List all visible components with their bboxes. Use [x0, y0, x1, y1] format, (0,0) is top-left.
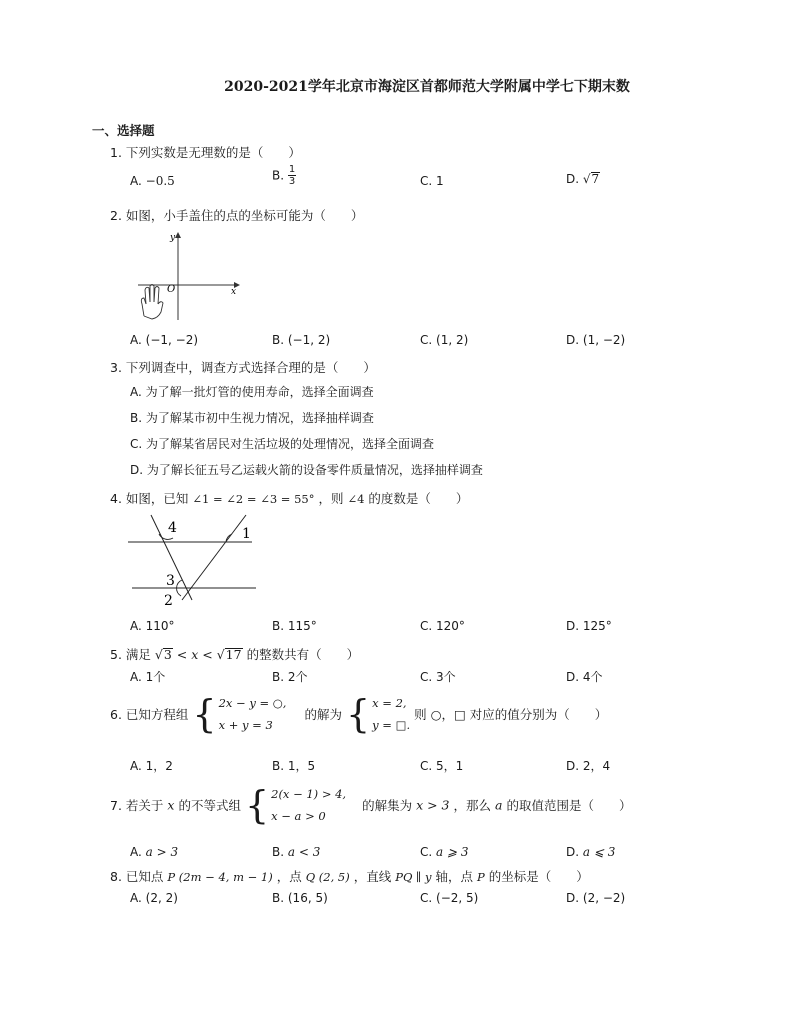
stem-text: 则 ○，□ 对应的值分别为（ ） — [414, 707, 608, 722]
question-6-stem — [110, 692, 607, 736]
option-value: a > 3 — [145, 845, 179, 859]
inequality-system — [245, 783, 346, 827]
q2-option-d[interactable] — [566, 333, 625, 347]
stem-text: ，直线 — [353, 869, 392, 884]
point-p-ref: P — [477, 870, 485, 884]
question-4-stem — [110, 489, 468, 507]
hand-icon — [141, 285, 163, 320]
sqrt-icon: √ — [216, 647, 225, 662]
q2-option-c[interactable] — [420, 333, 468, 347]
stem-text: 轴，点 — [435, 869, 474, 884]
equation-1: 2x − y = ○, — [218, 696, 287, 710]
option-label: A. — [130, 174, 142, 188]
stem-text: 4. 如图，已知 — [110, 491, 189, 506]
question-1-stem: 1. 下列实数是无理数的是（ ） — [110, 145, 301, 160]
question-3-stem: 3. 下列调查中，调查方式选择合理的是（ ） — [110, 360, 376, 375]
brace-icon: { — [244, 783, 270, 827]
q3-option-c[interactable]: C. 为了解某省居民对生活垃圾的处理情况，选择全面调查 — [130, 437, 435, 451]
q4-option-d[interactable] — [566, 619, 612, 633]
option-value: −0.5 — [145, 174, 175, 188]
option-value: (−2, 5) — [436, 891, 479, 905]
stem-text: 的解为 — [304, 707, 342, 722]
option-label: C. — [420, 845, 433, 859]
q5-option-b[interactable]: B. 2个 — [272, 670, 308, 684]
option-label: A. — [130, 891, 142, 905]
angle-equation: ∠1 = ∠2 = ∠3 = 55° — [192, 492, 315, 506]
option-value: (1, −2) — [582, 333, 626, 347]
brace-icon: { — [192, 692, 217, 736]
stem-text: ，点 — [276, 869, 302, 884]
q2-option-a[interactable] — [130, 333, 198, 347]
sqrt-radicand: 17 — [225, 647, 242, 662]
sqrt-icon: √ — [154, 647, 163, 662]
section-heading: 一、选择题 — [92, 123, 155, 138]
option-value: (2, 2) — [145, 891, 178, 905]
stem-text: 7. 若关于 — [110, 798, 164, 813]
q8-option-a[interactable] — [130, 891, 178, 905]
stem-text: 的整数共有（ ） — [246, 647, 360, 662]
coordinate-figure — [130, 228, 250, 328]
q5-option-d[interactable]: D. 4个 — [566, 670, 603, 684]
option-label: A. — [130, 845, 142, 859]
stem-text: 的取值范围是（ ） — [506, 798, 632, 813]
angle-label-3: 3 — [166, 573, 175, 589]
question-2-stem: 2. 如图，小手盖住的点的坐标可能为（ ） — [110, 208, 364, 223]
q6-option-a[interactable]: A. 1，2 — [130, 759, 173, 773]
question-5-stem — [110, 645, 359, 663]
q3-option-b[interactable]: B. 为了解某市初中生视力情况，选择抽样调查 — [130, 411, 374, 425]
q7-option-d[interactable] — [566, 845, 615, 859]
solution-system — [346, 692, 410, 736]
inequality: < x < — [172, 647, 217, 662]
fraction — [288, 164, 296, 187]
stem-text: 的不等式组 — [178, 798, 241, 813]
right-transversal — [182, 515, 246, 600]
solution-set: x > 3 — [416, 797, 450, 813]
stem-text: 的度数是（ ） — [368, 491, 469, 506]
inequality-1: 2(x − 1) > 4, — [271, 787, 347, 801]
option-label: B. — [272, 619, 285, 633]
solution-2: y = □. — [372, 718, 411, 732]
variable-x: x — [167, 797, 175, 813]
option-label: A. — [130, 619, 142, 633]
stem-text: ，那么 — [453, 798, 492, 813]
q1-option-c[interactable] — [420, 174, 444, 188]
stem-text: 的坐标是（ ） — [488, 869, 589, 884]
q5-option-a[interactable]: A. 1个 — [130, 670, 166, 684]
y-axis-label: y — [170, 233, 176, 243]
q7-option-b[interactable] — [272, 845, 320, 859]
line-pq: PQ ∥ y — [395, 870, 432, 884]
stem-text: 6. 已知方程组 — [110, 707, 189, 722]
q3-option-a[interactable]: A. 为了解一批灯管的使用寿命，选择全面调查 — [130, 385, 374, 399]
sqrt-radicand: 3 — [163, 647, 172, 662]
angle-4: ∠4 — [347, 492, 365, 506]
option-label: B. — [272, 168, 285, 183]
option-value: 115° — [287, 619, 317, 633]
option-label: C. — [420, 174, 433, 188]
q1-option-a[interactable] — [130, 174, 175, 188]
stem-text: ，则 — [318, 491, 344, 506]
sqrt-radicand: 7 — [591, 172, 600, 186]
variable-a: a — [495, 797, 503, 813]
option-value: (−1, 2) — [287, 333, 331, 347]
option-value: 120° — [436, 619, 465, 633]
stem-text: 5. 满足 — [110, 647, 151, 662]
option-value: 110° — [145, 619, 175, 633]
option-value: (1, 2) — [436, 333, 469, 347]
question-8-stem — [110, 867, 589, 885]
q6-option-c[interactable]: C. 5，1 — [420, 759, 464, 773]
option-label: B. — [272, 333, 285, 347]
stem-text: 8. 已知点 — [110, 869, 164, 884]
option-label: D. — [566, 333, 580, 347]
document-title: 2020-2021学年北京市海淀区首都师范大学附属中学七下期末数 — [224, 79, 630, 95]
q8-option-d[interactable] — [566, 891, 625, 905]
x-axis-label: x — [231, 287, 237, 297]
option-label: C. — [420, 333, 433, 347]
option-value: a < 3 — [287, 845, 321, 859]
brace-icon: { — [345, 692, 371, 736]
y-axis-arrow-icon — [175, 232, 181, 238]
option-label: B. — [272, 845, 285, 859]
equation-2: x + y = 3 — [218, 718, 273, 732]
angle-label-4: 4 — [168, 520, 177, 536]
angle-label-2: 2 — [164, 593, 173, 609]
option-label: D. — [566, 619, 580, 633]
q5-option-c[interactable]: C. 3个 — [420, 670, 456, 684]
point-p: P (2m − 4, m − 1) — [167, 870, 273, 884]
q4-option-a[interactable] — [130, 619, 175, 633]
q2-option-b[interactable] — [272, 333, 330, 347]
option-value: 1 — [436, 174, 444, 188]
option-label: D. — [566, 891, 580, 905]
q8-option-c[interactable] — [420, 891, 478, 905]
q6-option-b[interactable]: B. 1，5 — [272, 759, 316, 773]
option-label: B. — [272, 891, 285, 905]
angle-label-1: 1 — [242, 526, 251, 542]
option-label: D. — [566, 845, 580, 859]
inequality-2: x − a > 0 — [271, 809, 326, 823]
option-value: (−1, −2) — [145, 333, 199, 347]
stem-text: 的解集为 — [362, 798, 413, 813]
equation-system — [192, 692, 286, 736]
option-value: a ⩽ 3 — [582, 845, 616, 859]
denominator: 3 — [288, 176, 296, 187]
sqrt-icon: √ — [582, 172, 591, 186]
q7-option-a[interactable] — [130, 845, 178, 859]
option-label: D. — [566, 172, 580, 186]
q3-option-d[interactable]: D. 为了解长征五号乙运载火箭的设备零件质量情况，选择抽样调查 — [130, 463, 483, 477]
q4-option-c[interactable] — [420, 619, 465, 633]
parallel-lines-figure — [126, 512, 262, 612]
q1-option-d[interactable] — [566, 172, 600, 186]
option-value: (16, 5) — [287, 891, 328, 905]
q7-option-c[interactable] — [420, 845, 469, 859]
option-value: 125° — [582, 619, 612, 633]
q6-option-d[interactable]: D. 2，4 — [566, 759, 611, 773]
option-value: (2, −2) — [582, 891, 626, 905]
option-label: C. — [420, 619, 433, 633]
solution-1: x = 2, — [372, 696, 407, 710]
point-q: Q (2, 5) — [305, 870, 350, 884]
q8-option-b[interactable] — [272, 891, 328, 905]
numerator: 1 — [288, 164, 296, 175]
q4-option-b[interactable] — [272, 619, 317, 633]
question-7-stem — [110, 783, 631, 827]
option-label: A. — [130, 333, 142, 347]
option-value: a ⩾ 3 — [436, 845, 469, 859]
q1-option-b[interactable] — [272, 164, 296, 187]
option-label: C. — [420, 891, 433, 905]
origin-label: O — [167, 284, 176, 295]
